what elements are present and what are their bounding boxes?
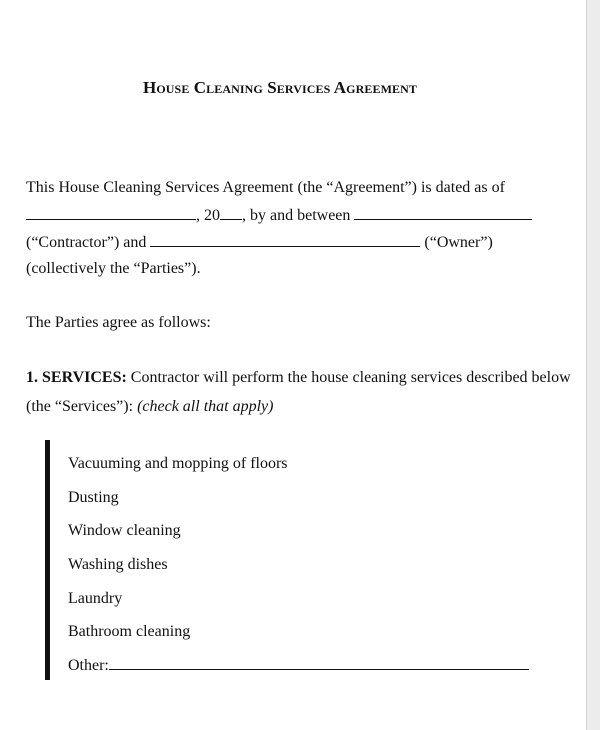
- section-1-line-1: [26, 368, 571, 388]
- services-list-bar: [45, 440, 50, 680]
- service-item-dusting[interactable]: Dusting: [68, 489, 119, 506]
- section-1-heading: 1. SERVICES:: [26, 369, 127, 386]
- section-1-text: Contractor will perform the house cleaning services described below: [130, 369, 571, 386]
- owner-name-blank[interactable]: [150, 232, 420, 247]
- section-1-line-2: [26, 397, 273, 417]
- agree-statement: The Parties agree as follows:: [26, 314, 211, 331]
- intro-line-1: This House Cleaning Services Agreement (the “Agreement”) is dated as of: [26, 179, 505, 196]
- services-label: (the “Services”):: [26, 398, 134, 415]
- service-item-vacuuming[interactable]: Vacuuming and mopping of floors: [68, 455, 288, 472]
- service-item-washing-dishes[interactable]: Washing dishes: [68, 556, 168, 573]
- other-blank[interactable]: [109, 655, 529, 670]
- date-blank[interactable]: [26, 205, 196, 220]
- vertical-scrollbar[interactable]: [587, 0, 600, 730]
- intro-line-2: [26, 205, 532, 226]
- intro-line-4: (collectively the “Parties”).: [26, 260, 201, 277]
- owner-label: (“Owner”): [424, 234, 493, 251]
- contractor-name-blank[interactable]: [354, 205, 532, 220]
- contractor-label: (“Contractor”) and: [26, 234, 147, 251]
- other-label: Other:: [68, 657, 109, 674]
- check-instruction: (check all that apply): [137, 398, 274, 415]
- document-title: House Cleaning Services Agreement: [143, 78, 417, 97]
- by-and-between: , by and between: [242, 207, 351, 224]
- service-item-window-cleaning[interactable]: Window cleaning: [68, 522, 181, 539]
- intro-line-3: [26, 232, 493, 253]
- year-prefix: , 20: [196, 207, 220, 224]
- service-item-laundry[interactable]: Laundry: [68, 590, 123, 607]
- year-blank[interactable]: [220, 205, 242, 220]
- service-item-bathroom-cleaning[interactable]: Bathroom cleaning: [68, 623, 191, 640]
- service-item-other: [68, 655, 529, 676]
